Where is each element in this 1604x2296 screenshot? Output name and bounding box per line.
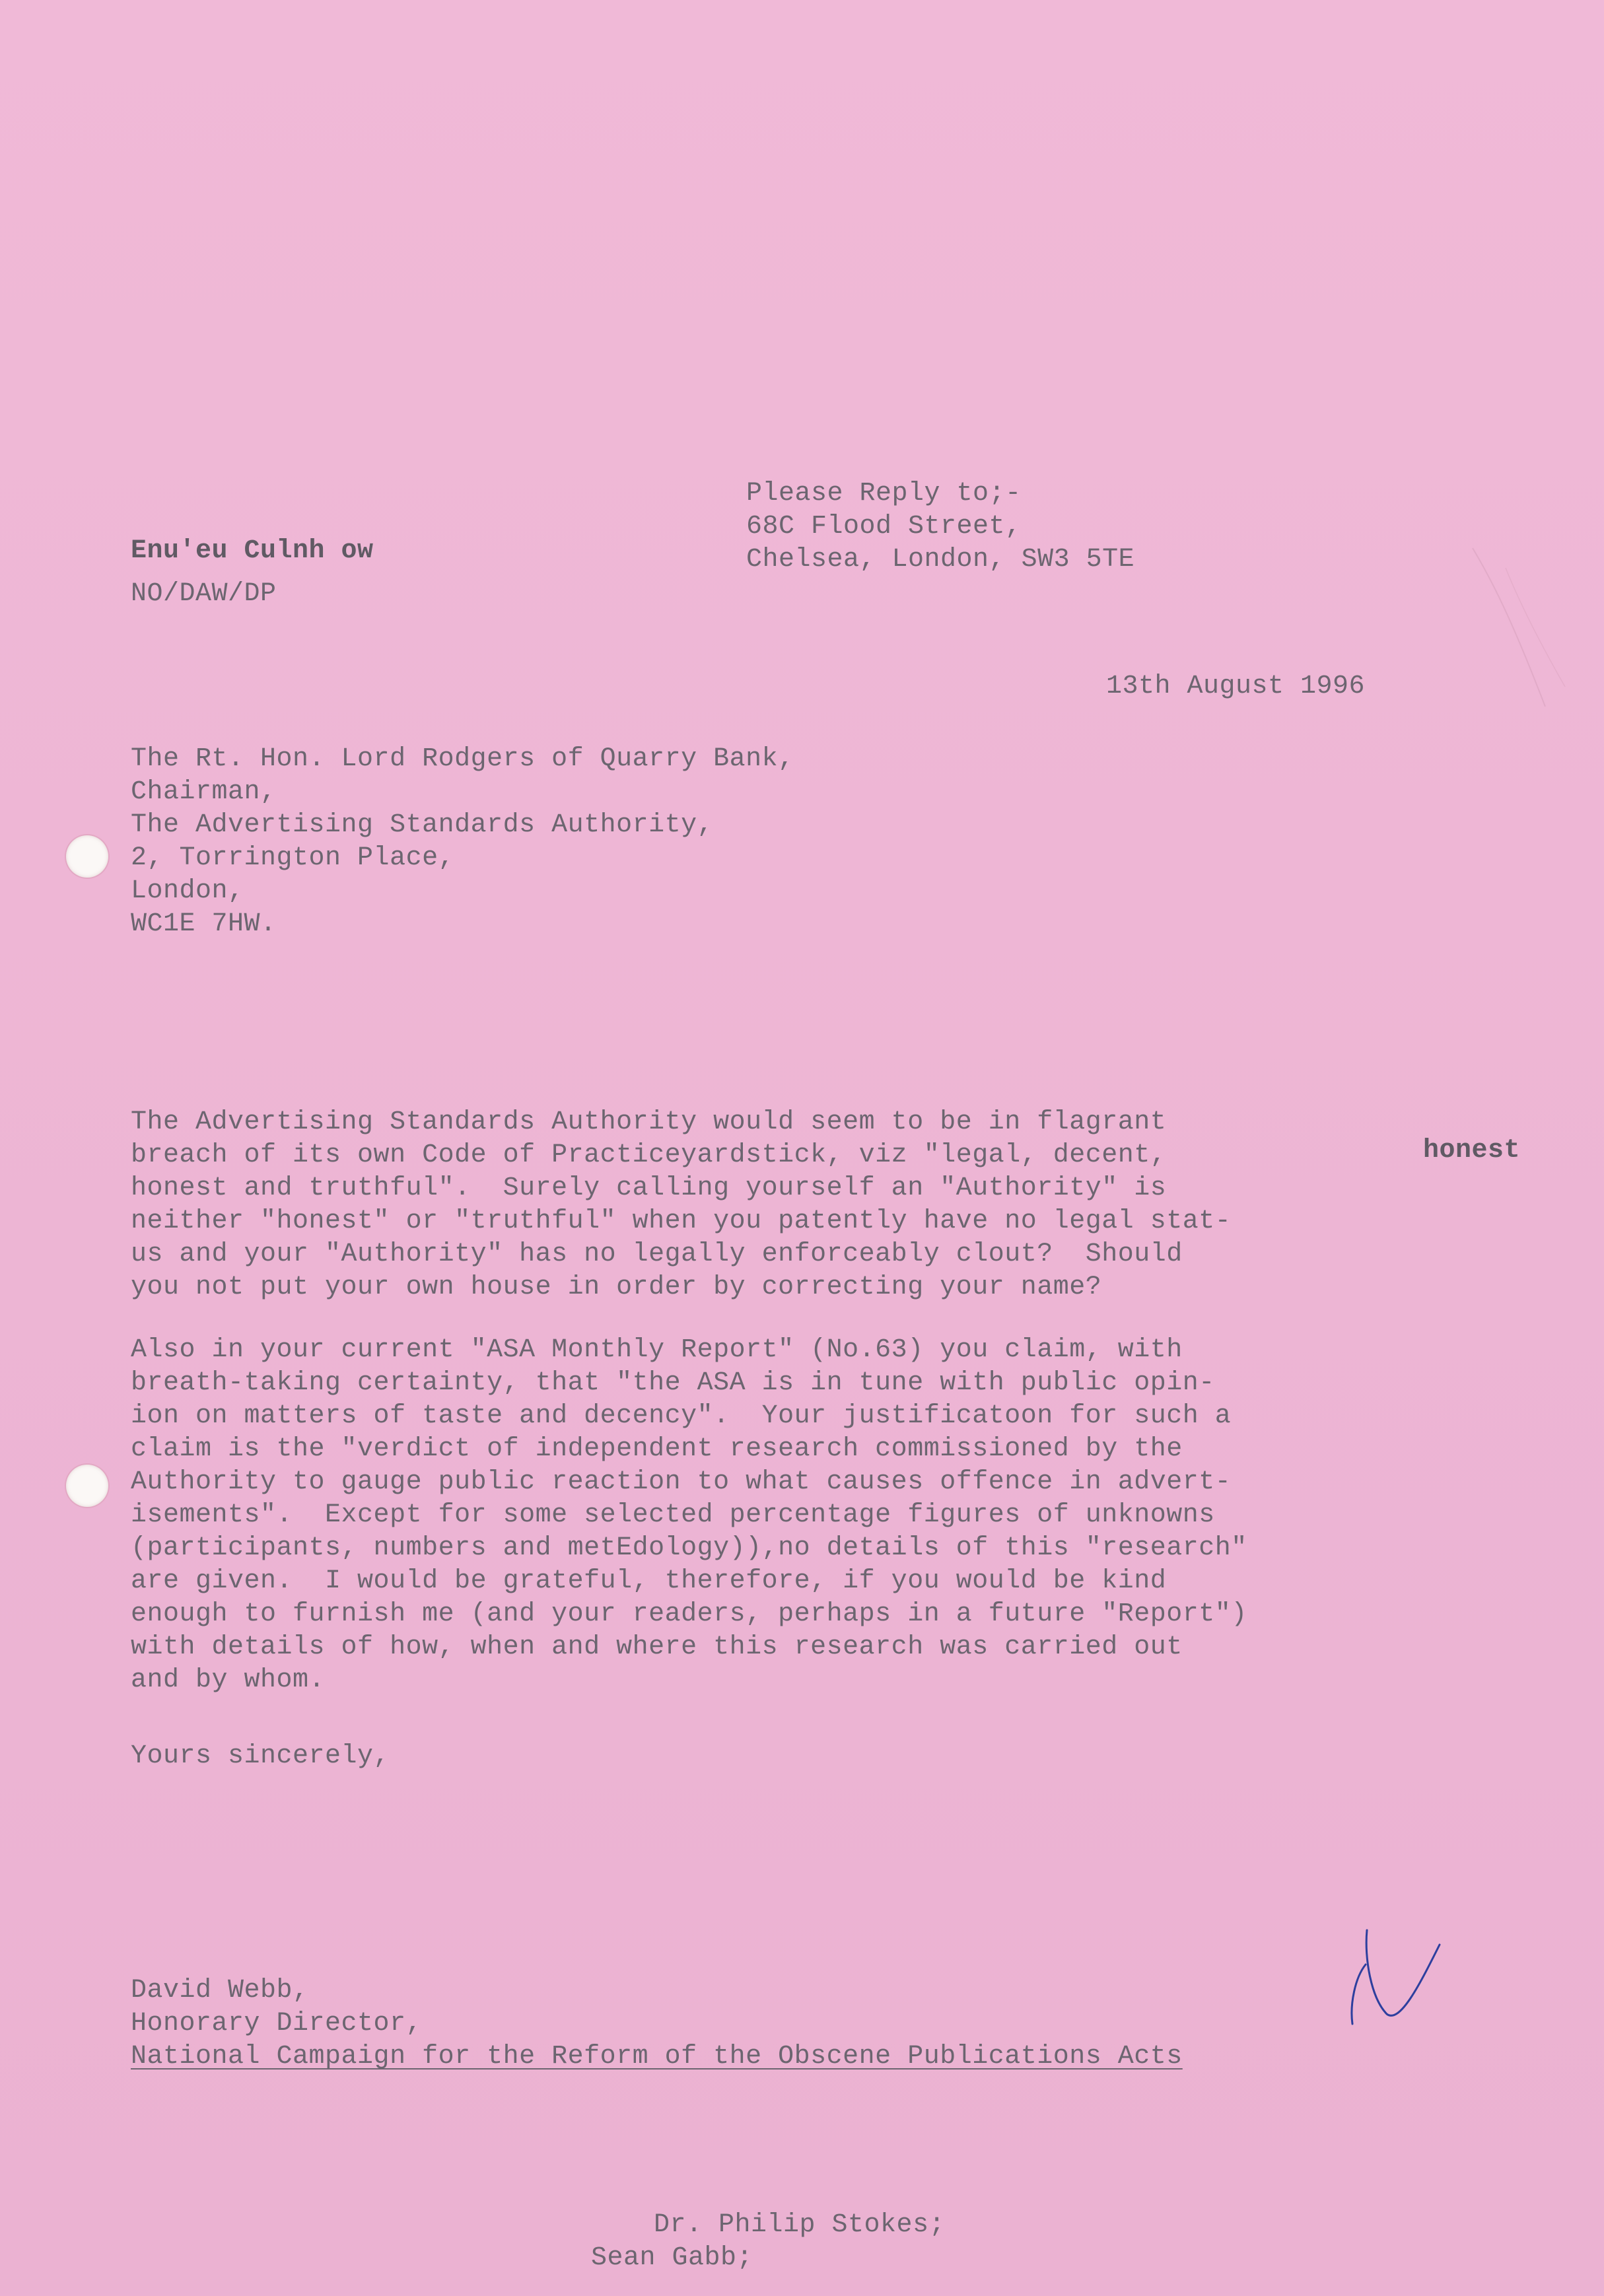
- signatory-title: Honorary Director,: [131, 2009, 423, 2038]
- paragraph-2-line-3: ion on matters of taste and decency". Your justificatoon for such a: [131, 1401, 1232, 1431]
- copy-recipient-2: Sean Gabb;: [591, 2243, 753, 2273]
- punch-hole-top: [66, 835, 108, 878]
- signatory-name: David Webb,: [131, 1976, 309, 2005]
- recipient-line-1: The Rt. Hon. Lord Rodgers of Quarry Bank,: [131, 744, 794, 774]
- reply-label: Please Reply to;-: [746, 479, 1022, 508]
- margin-insert: honest: [1423, 1136, 1521, 1165]
- recipient-line-3: The Advertising Standards Authority,: [131, 810, 714, 840]
- recipient-line-4: 2, Torrington Place,: [131, 843, 455, 873]
- organisation-name: National Campaign for the Reform of the Obscene Publications Acts: [131, 2042, 1183, 2071]
- closing: Yours sincerely,: [131, 1741, 390, 1771]
- recipient-line-6: WC1E 7HW.: [131, 909, 277, 939]
- recipient-line-2: Chairman,: [131, 777, 277, 807]
- recipient-line-5: London,: [131, 876, 244, 906]
- copy-recipient-1: Dr. Philip Stokes;: [654, 2210, 946, 2240]
- paragraph-2-line-7: (participants, numbers and metEdology)),no details of this "research": [131, 1533, 1247, 1563]
- paragraph-1-line-4: neither "honest" or "truthful" when you patently have no legal stat-: [131, 1206, 1232, 1236]
- paragraph-1-line-6: you not put your own house in order by correcting your name?: [131, 1272, 1102, 1302]
- paragraph-2-line-9: enough to furnish me (and your readers, perhaps in a future "Report"): [131, 1599, 1247, 1629]
- paragraph-1-line-5: us and your "Authority" has no legally enforceably clout? Should: [131, 1239, 1183, 1269]
- paragraph-2-line-1: Also in your current "ASA Monthly Report" (No.63) you claim, with: [131, 1335, 1183, 1365]
- paragraph-2-line-11: and by whom.: [131, 1665, 326, 1695]
- paragraph-2-line-6: isements". Except for some selected percentage figures of unknowns: [131, 1500, 1215, 1530]
- paragraph-1-line-1: The Advertising Standards Authority would seem to be in flagrant: [131, 1107, 1167, 1137]
- paper-crease: [1466, 541, 1572, 713]
- header-code: Enu'eu Culnh ow: [131, 536, 374, 566]
- reference: NO/DAW/DP: [131, 579, 277, 609]
- letter-date: 13th August 1996: [1106, 672, 1366, 701]
- paragraph-2-line-8: are given. I would be grateful, therefore, if you would be kind: [131, 1566, 1167, 1596]
- paragraph-2-line-2: breath-taking certainty, that "the ASA is in tune with public opin-: [131, 1368, 1215, 1398]
- reply-address-line-2: Chelsea, London, SW3 5TE: [746, 545, 1135, 574]
- paragraph-1-line-2: breach of its own Code of Practiceyardstick, viz "legal, decent,: [131, 1140, 1167, 1170]
- handwritten-signature: [1341, 1925, 1453, 2037]
- paragraph-2-line-4: claim is the "verdict of independent research commissioned by the: [131, 1434, 1183, 1464]
- paragraph-1-line-3: honest and truthful". Surely calling yourself an "Authority" is: [131, 1173, 1167, 1203]
- punch-hole-bottom: [66, 1465, 108, 1507]
- paragraph-2-line-10: with details of how, when and where this research was carried out: [131, 1632, 1183, 1662]
- paragraph-2-line-5: Authority to gauge public reaction to what causes offence in advert-: [131, 1467, 1232, 1497]
- reply-address-line-1: 68C Flood Street,: [746, 512, 1022, 541]
